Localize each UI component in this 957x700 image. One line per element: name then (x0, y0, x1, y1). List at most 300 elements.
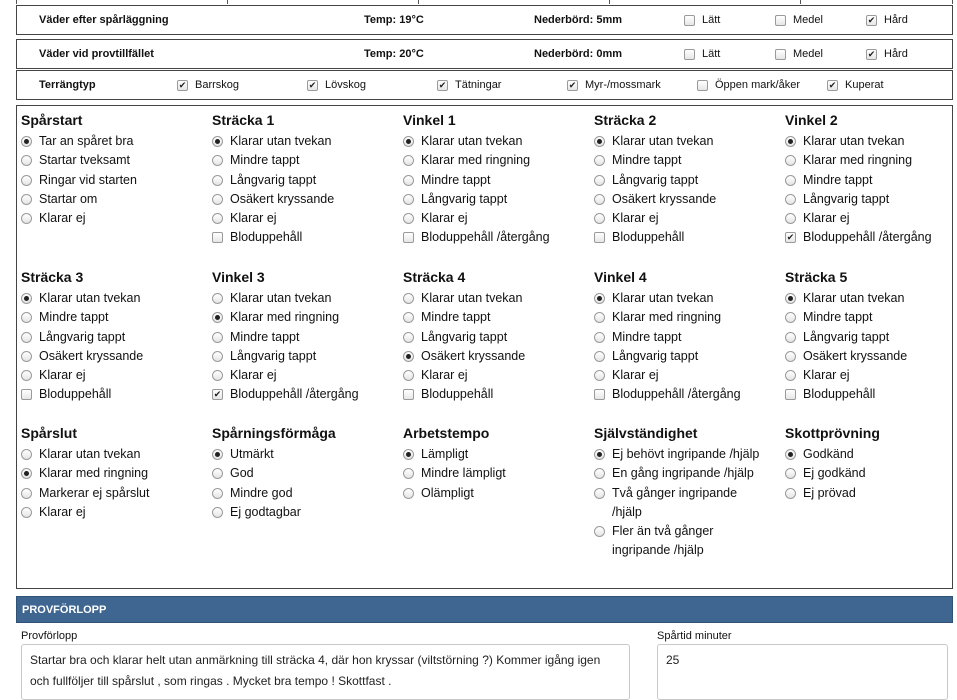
option-label: Långvarig tappt (803, 329, 890, 344)
group-title: Sträcka 2 (594, 112, 657, 128)
option-label: Mindre lämpligt (421, 466, 506, 481)
temperature-value: Temp: 19°C (364, 14, 424, 26)
option-label: Bloduppehåll (39, 387, 112, 402)
checkbox-checked[interactable]: ✔ (867, 48, 876, 59)
group-title: Vinkel 2 (785, 112, 838, 128)
option-label: Hård (884, 48, 908, 60)
radio-option[interactable] (785, 464, 957, 483)
option-label: Ej godkänd (803, 466, 866, 481)
option-label: Klarar utan tvekan (612, 134, 714, 148)
option-label: Mindre tappt (421, 172, 491, 187)
precipitation-value: Nederbörd: 5mm (534, 14, 623, 26)
radio-option[interactable] (594, 445, 764, 464)
radio-selected[interactable] (21, 136, 32, 147)
group-spårslut (21, 425, 206, 522)
terrain-option-kuperat[interactable] (827, 71, 884, 99)
radio-button[interactable] (594, 468, 605, 479)
radio-option[interactable] (21, 289, 206, 308)
radio-option[interactable] (21, 308, 206, 327)
option-label: Mindre tappt (803, 172, 873, 187)
group-spårstart (21, 112, 206, 228)
radio-option[interactable] (403, 366, 588, 385)
terrain-option-myr[interactable] (567, 71, 661, 99)
group-skottprövning (785, 425, 957, 503)
radio-option[interactable] (594, 366, 764, 385)
option-label: Osäkert kryssande (612, 191, 717, 206)
radio-option[interactable] (403, 132, 588, 151)
temperature-value: Temp: 20°C (364, 48, 424, 60)
radio-selected[interactable] (21, 293, 32, 304)
radio-option[interactable] (403, 484, 588, 503)
group-vinkel-4 (594, 269, 764, 405)
radio-option[interactable] (594, 328, 764, 347)
radio-option[interactable] (21, 347, 206, 366)
radio-option[interactable] (212, 308, 397, 327)
option-label: Långvarig tappt (803, 191, 890, 206)
option-label: Klarar ej (803, 211, 850, 226)
radio-button[interactable] (403, 155, 414, 166)
radio-button[interactable] (212, 468, 223, 479)
radio-option[interactable] (21, 132, 206, 151)
option-label: Bloduppehåll (230, 230, 303, 245)
checkbox[interactable] (21, 389, 32, 400)
radio-option[interactable] (785, 289, 957, 308)
radio-option[interactable] (21, 445, 206, 464)
checkbox[interactable] (684, 49, 695, 60)
radio-button[interactable] (212, 351, 223, 362)
radio-option[interactable] (594, 151, 764, 170)
ground-option-medium[interactable] (775, 40, 823, 68)
checkbox-checked[interactable]: ✔ (438, 79, 447, 90)
option-label: Klarar utan tvekan (230, 134, 332, 148)
checkbox[interactable] (594, 389, 605, 400)
radio-option[interactable] (212, 366, 397, 385)
radio-button[interactable] (785, 155, 796, 166)
radio-button[interactable] (594, 526, 605, 537)
option-label: Mindre god (230, 485, 293, 500)
radio-option[interactable] (212, 209, 397, 228)
radio-button[interactable] (785, 351, 796, 362)
group-title: Sträcka 4 (403, 269, 466, 285)
radio-option[interactable] (21, 484, 206, 503)
group-självständighet (594, 425, 764, 561)
radio-option[interactable] (21, 209, 206, 228)
spartid-input[interactable]: 25 (657, 644, 948, 700)
option-label: Ej prövad (803, 485, 856, 500)
radio-button[interactable] (21, 213, 32, 224)
radio-button[interactable] (21, 507, 32, 518)
radio-option[interactable] (403, 289, 588, 308)
terrain-row (16, 70, 953, 100)
option-label: Hård (884, 14, 908, 26)
option-label: Bloduppehåll /återgång (612, 387, 741, 402)
group-title: Vinkel 1 (403, 112, 456, 128)
ground-option-hard[interactable] (866, 6, 908, 34)
radio-option[interactable] (212, 328, 397, 347)
checkbox-checked[interactable]: ✔ (308, 79, 317, 90)
radio-option[interactable] (403, 151, 588, 170)
option-label: Medel (793, 48, 823, 60)
spartid-label: Spårtid minuter (657, 630, 732, 642)
radio-option[interactable] (21, 366, 206, 385)
option-label: Lätt (702, 48, 721, 60)
group-title: Självständighet (594, 425, 698, 441)
radio-button[interactable] (403, 312, 414, 323)
radio-button[interactable] (403, 194, 414, 205)
checkbox-option[interactable] (594, 228, 764, 247)
group-title: Sträcka 5 (785, 269, 848, 285)
radio-option[interactable] (21, 503, 206, 522)
option-label: Långvarig tappt (230, 172, 317, 187)
radio-selected[interactable] (594, 293, 605, 304)
option-label: Startar om (39, 191, 98, 206)
radio-selected[interactable] (212, 136, 223, 147)
radio-option[interactable] (212, 132, 397, 151)
option-label: Långvarig tappt (421, 329, 508, 344)
group-title: Sträcka 3 (21, 269, 84, 285)
group-title: Spårningsförmåga (212, 425, 336, 441)
radio-selected[interactable] (21, 468, 32, 479)
option-label: Kuperat (845, 79, 884, 91)
option-label: Långvarig tappt (421, 191, 508, 206)
divider (800, 0, 801, 4)
radio-button[interactable] (785, 194, 796, 205)
section-header-provforlopp: PROVFÖRLOPP (16, 596, 953, 623)
radio-button[interactable] (594, 370, 605, 381)
option-label: Klarar med ringning (39, 466, 149, 481)
checkbox-option[interactable] (212, 385, 397, 404)
weather-row-label: Väder efter spårläggning (39, 14, 169, 26)
provforlopp-label: Provförlopp (21, 630, 78, 642)
option-label: Markerar ej spårslut (39, 485, 150, 500)
radio-button[interactable] (594, 332, 605, 343)
checkbox-option[interactable] (785, 228, 957, 247)
ground-option-light[interactable] (684, 40, 720, 68)
option-label: Godkänd (803, 447, 854, 461)
option-label: Ringar vid starten (39, 172, 137, 187)
option-label: Klarar ej (421, 368, 468, 383)
checkbox[interactable] (684, 15, 695, 26)
radio-option[interactable] (212, 190, 397, 209)
radio-option[interactable] (403, 308, 588, 327)
radio-option[interactable] (403, 190, 588, 209)
checkbox-option[interactable] (403, 385, 588, 404)
radio-button[interactable] (594, 175, 605, 186)
terrain-option-oppen-mark[interactable] (697, 71, 800, 99)
radio-option[interactable] (212, 503, 397, 522)
radio-option[interactable] (594, 484, 764, 523)
radio-button[interactable] (594, 351, 605, 362)
radio-option[interactable] (785, 308, 957, 327)
option-label: Klarar utan tvekan (39, 291, 141, 305)
radio-button[interactable] (21, 332, 32, 343)
radio-button[interactable] (403, 370, 414, 381)
radio-option[interactable] (21, 328, 206, 347)
radio-option[interactable] (785, 190, 957, 209)
radio-button[interactable] (21, 370, 32, 381)
radio-button[interactable] (212, 213, 223, 224)
radio-button[interactable] (785, 468, 796, 479)
group-title: Spårstart (21, 112, 83, 128)
checkbox[interactable] (775, 49, 786, 60)
checkbox[interactable] (785, 389, 796, 400)
radio-button[interactable] (212, 507, 223, 518)
option-label: Klarar med ringning (803, 153, 913, 168)
option-label: Fler än två gånger ingripande /hjälp (612, 524, 714, 558)
divider (609, 0, 610, 4)
radio-option[interactable] (594, 464, 764, 483)
option-label: Startar tveksamt (39, 153, 130, 168)
option-label: Klarar med ringning (230, 310, 340, 325)
checkbox[interactable] (775, 15, 786, 26)
group-title: Skottprövning (785, 425, 880, 441)
checkbox-checked[interactable]: ✔ (828, 79, 837, 90)
radio-option[interactable] (594, 209, 764, 228)
radio-button[interactable] (212, 155, 223, 166)
radio-selected[interactable] (594, 449, 605, 460)
group-sträcka-5 (785, 269, 957, 405)
radio-button[interactable] (594, 213, 605, 224)
radio-option[interactable] (212, 464, 397, 483)
radio-button[interactable] (403, 293, 414, 304)
radio-button[interactable] (21, 449, 32, 460)
radio-option[interactable] (594, 308, 764, 327)
option-label: Långvarig tappt (230, 348, 317, 363)
radio-option[interactable] (785, 347, 957, 366)
radio-option[interactable] (403, 171, 588, 190)
option-label: Mindre tappt (421, 310, 491, 325)
weather-row-after-laying (16, 5, 953, 35)
option-label: Klarar ej (230, 368, 277, 383)
radio-button[interactable] (21, 312, 32, 323)
precipitation-value: Nederbörd: 0mm (534, 48, 623, 60)
option-label: Klarar utan tvekan (803, 134, 905, 148)
radio-button[interactable] (212, 370, 223, 381)
top-border-fragment (16, 0, 953, 4)
radio-button[interactable] (21, 194, 32, 205)
option-label: Bloduppehåll /återgång (230, 387, 359, 402)
group-vinkel-1 (403, 112, 588, 248)
option-label: Klarar ej (803, 368, 850, 383)
option-label: Bloduppehåll (803, 387, 876, 402)
checkbox-checked[interactable]: ✔ (213, 389, 222, 400)
divider (227, 0, 228, 4)
group-title: Vinkel 3 (212, 269, 265, 285)
radio-option[interactable] (785, 328, 957, 347)
option-label: Klarar ej (39, 368, 86, 383)
radio-option[interactable] (594, 289, 764, 308)
option-label: Bloduppehåll (612, 230, 685, 245)
radio-button[interactable] (785, 488, 796, 499)
radio-option[interactable] (212, 289, 397, 308)
radio-button[interactable] (403, 213, 414, 224)
radio-button[interactable] (21, 155, 32, 166)
radio-button[interactable] (594, 194, 605, 205)
checkbox-option[interactable] (212, 228, 397, 247)
radio-option[interactable] (21, 171, 206, 190)
option-label: Mindre tappt (39, 310, 109, 325)
radio-selected[interactable] (785, 136, 796, 147)
radio-button[interactable] (785, 370, 796, 381)
divider (418, 0, 419, 4)
radio-button[interactable] (212, 332, 223, 343)
radio-button[interactable] (594, 488, 605, 499)
option-label: Osäkert kryssande (230, 191, 335, 206)
radio-button[interactable] (594, 155, 605, 166)
radio-option[interactable] (403, 464, 588, 483)
radio-button[interactable] (212, 293, 223, 304)
radio-button[interactable] (403, 488, 414, 499)
radio-selected[interactable] (403, 136, 414, 147)
checkbox-checked[interactable]: ✔ (568, 79, 577, 90)
group-vinkel-2 (785, 112, 957, 248)
option-label: Mindre tappt (803, 310, 873, 325)
radio-option[interactable] (785, 366, 957, 385)
checkbox-option[interactable] (594, 385, 764, 404)
checkbox[interactable] (403, 232, 414, 243)
option-label: Långvarig tappt (612, 172, 699, 187)
option-label: Klarar ej (421, 211, 468, 226)
radio-button[interactable] (785, 312, 796, 323)
group-title: Spårslut (21, 425, 78, 441)
option-label: Bloduppehåll /återgång (421, 230, 550, 245)
ground-option-light[interactable] (684, 6, 720, 34)
radio-button[interactable] (785, 332, 796, 343)
radio-selected[interactable] (785, 449, 796, 460)
radio-option[interactable] (594, 190, 764, 209)
checkbox-option[interactable] (403, 228, 588, 247)
radio-option[interactable] (785, 484, 957, 503)
radio-button[interactable] (403, 332, 414, 343)
radio-option[interactable] (21, 464, 206, 483)
radio-option[interactable] (785, 151, 957, 170)
checkbox-checked[interactable]: ✔ (178, 79, 187, 90)
radio-selected[interactable] (212, 449, 223, 460)
option-label: Mindre tappt (612, 329, 682, 344)
radio-button[interactable] (212, 175, 223, 186)
radio-button[interactable] (594, 312, 605, 323)
option-label: Barrskog (195, 79, 240, 91)
radio-option[interactable] (21, 190, 206, 209)
group-sträcka-4 (403, 269, 588, 405)
checkbox-option[interactable] (785, 385, 957, 404)
checkbox[interactable] (212, 232, 223, 243)
weather-row-label: Väder vid provtillfället (39, 48, 154, 60)
radio-button[interactable] (21, 351, 32, 362)
assessment-grid (16, 105, 953, 589)
option-label: Olämpligt (421, 485, 474, 500)
group-sträcka-2 (594, 112, 764, 248)
checkbox[interactable] (594, 232, 605, 243)
radio-selected[interactable] (212, 312, 223, 323)
radio-button[interactable] (403, 468, 414, 479)
radio-button[interactable] (21, 488, 32, 499)
option-label: Klarar ej (39, 211, 86, 226)
radio-option[interactable] (403, 347, 588, 366)
option-label: Bloduppehåll /återgång (803, 230, 932, 245)
option-label: Osäkert kryssande (421, 348, 526, 363)
radio-option[interactable] (403, 209, 588, 228)
option-label: Medel (793, 14, 823, 26)
option-label: Myr-/mossmark (585, 79, 661, 91)
radio-option[interactable] (785, 132, 957, 151)
radio-option[interactable] (594, 132, 764, 151)
radio-button[interactable] (403, 175, 414, 186)
radio-option[interactable] (785, 171, 957, 190)
option-label: Osäkert kryssande (39, 348, 144, 363)
checkbox-option[interactable] (21, 385, 206, 404)
radio-option[interactable] (212, 151, 397, 170)
option-label: Långvarig tappt (39, 329, 126, 344)
weather-row-test-occasion (16, 39, 953, 69)
option-label: Bloduppehåll (421, 387, 494, 402)
radio-option[interactable] (785, 209, 957, 228)
terrain-option-lovskog[interactable] (307, 71, 366, 99)
terrain-option-tatningar[interactable] (437, 71, 501, 99)
ground-option-hard[interactable] (866, 40, 908, 68)
option-label: Mindre tappt (612, 153, 682, 168)
option-label: Lätt (702, 14, 721, 26)
radio-button[interactable] (212, 488, 223, 499)
option-label: Utmärkt (230, 447, 274, 461)
radio-option[interactable] (594, 171, 764, 190)
radio-option[interactable] (403, 445, 588, 464)
option-label: Långvarig tappt (612, 348, 699, 363)
option-label: Tätningar (455, 79, 502, 91)
radio-option[interactable] (21, 151, 206, 170)
checkbox-checked[interactable]: ✔ (867, 14, 876, 25)
option-label: Tar an spåret bra (39, 134, 134, 148)
group-title: Arbetstempo (403, 425, 490, 441)
option-label: Klarar ej (612, 368, 659, 383)
group-arbetstempo (403, 425, 588, 503)
option-label: Klarar utan tvekan (421, 134, 523, 148)
radio-option[interactable] (594, 522, 764, 561)
checkbox[interactable] (697, 80, 708, 91)
option-label: Mindre tappt (230, 153, 300, 168)
radio-option[interactable] (594, 347, 764, 366)
option-label: Lämpligt (421, 447, 469, 461)
radio-selected[interactable] (403, 351, 414, 362)
ground-option-medium[interactable] (775, 6, 823, 34)
group-title: Vinkel 4 (594, 269, 647, 285)
radio-selected[interactable] (594, 136, 605, 147)
option-label: Klarar utan tvekan (421, 291, 523, 305)
radio-selected[interactable] (403, 449, 414, 460)
radio-option[interactable] (212, 445, 397, 464)
option-label: Klarar ej (230, 211, 277, 226)
checkbox-checked[interactable]: ✔ (786, 232, 795, 243)
radio-option[interactable] (785, 445, 957, 464)
terrain-option-barrskog[interactable] (177, 71, 239, 99)
option-label: Klarar ej (39, 504, 86, 519)
radio-option[interactable] (212, 171, 397, 190)
option-label: Osäkert kryssande (803, 348, 908, 363)
radio-button[interactable] (785, 175, 796, 186)
radio-option[interactable] (403, 328, 588, 347)
radio-button[interactable] (785, 213, 796, 224)
radio-selected[interactable] (785, 293, 796, 304)
option-label: Klarar med ringning (612, 310, 722, 325)
radio-option[interactable] (212, 484, 397, 503)
option-label: Klarar utan tvekan (230, 291, 332, 305)
terrain-label: Terrängtyp (39, 79, 96, 91)
radio-button[interactable] (212, 194, 223, 205)
radio-button[interactable] (21, 175, 32, 186)
radio-option[interactable] (212, 347, 397, 366)
provforlopp-textarea[interactable]: Startar bra och klarar helt utan anmärkning till sträcka 4, där hon kryssar (viltstörning ?) Kommer igång igen och fullföljer till spårslut , som ringas . Mycket bra tempo ! Skottfast . (21, 644, 630, 700)
checkbox[interactable] (403, 389, 414, 400)
